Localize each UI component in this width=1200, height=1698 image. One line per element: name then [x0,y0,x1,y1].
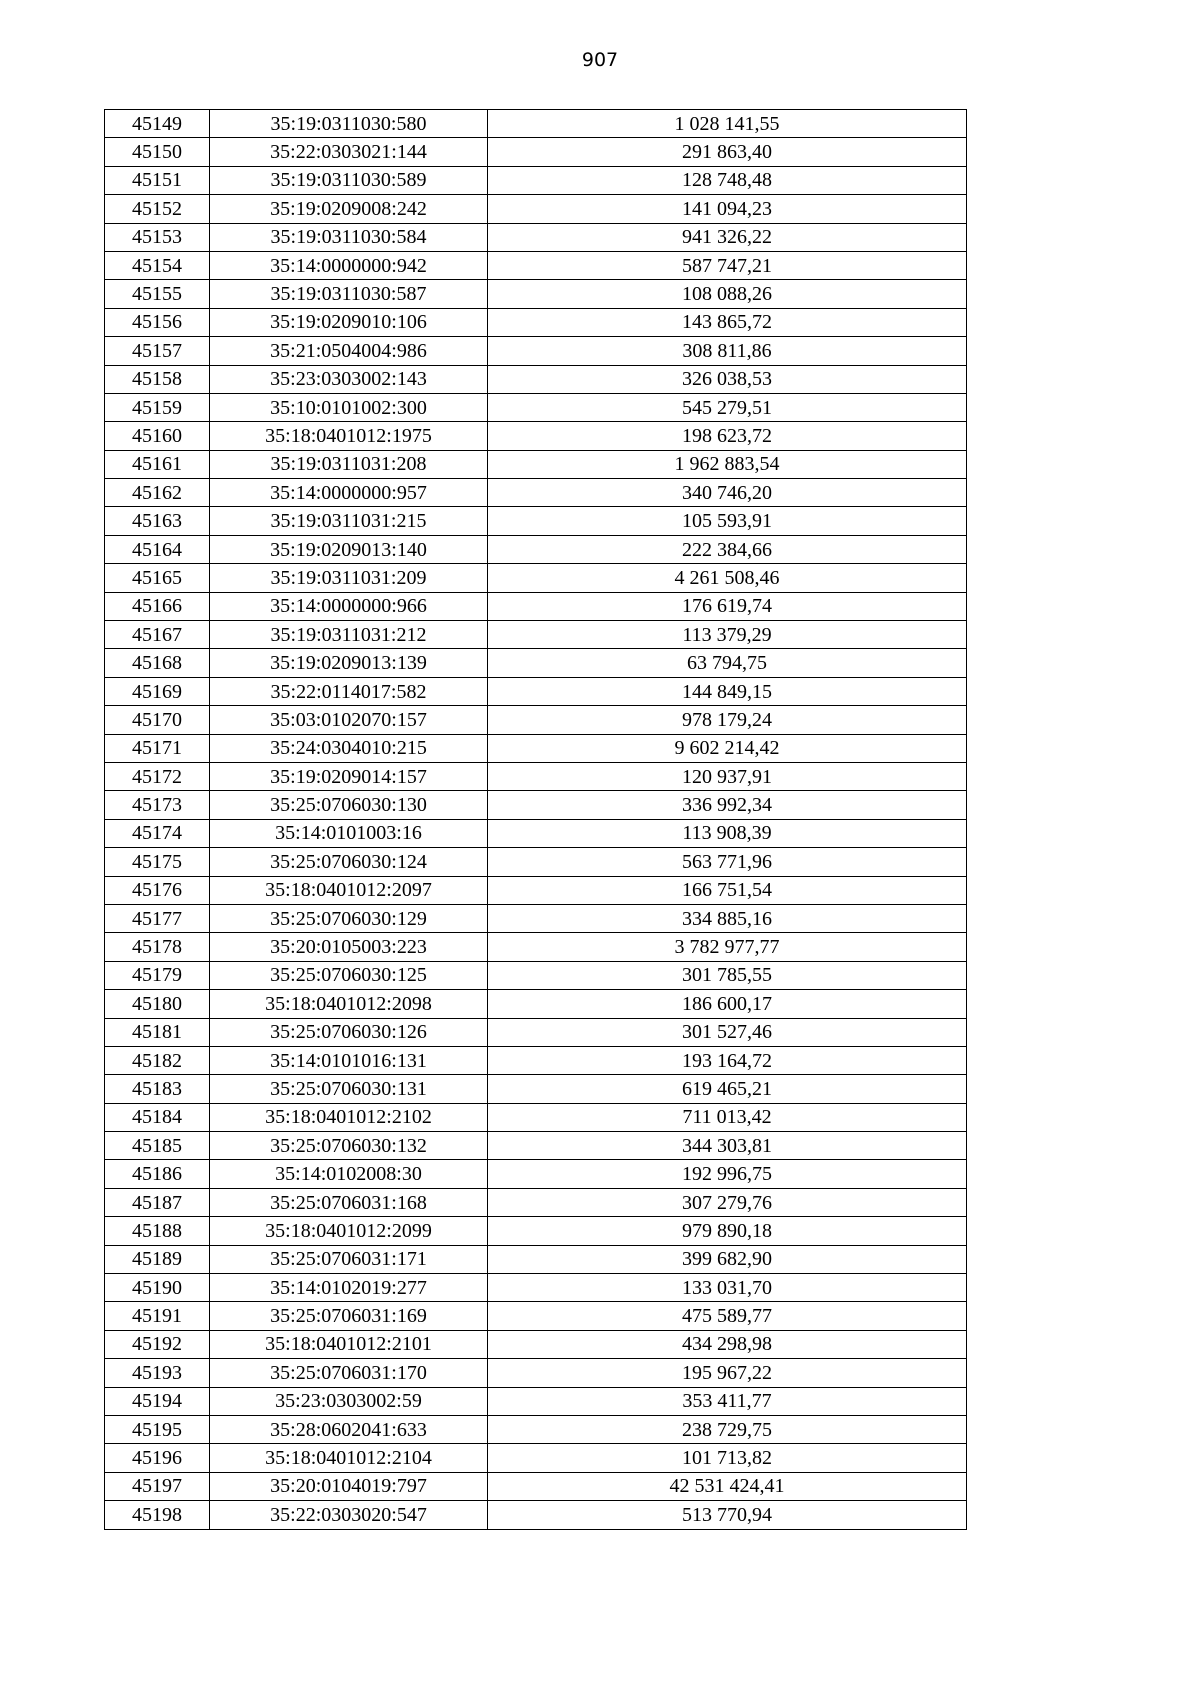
row-number-cell: 45165 [105,564,210,592]
cadastral-number-cell: 35:25:0706030:131 [210,1075,488,1103]
table-row [105,1302,967,1330]
cadastral-number-cell: 35:25:0706030:129 [210,904,488,932]
table-row [105,1387,967,1415]
table-row [105,904,967,932]
table-row [105,762,967,790]
cadastral-value-cell: 143 865,72 [488,308,967,336]
cadastral-value-cell: 545 279,51 [488,393,967,421]
cadastral-number-cell: 35:18:0401012:2101 [210,1330,488,1358]
table-row [105,393,967,421]
cadastral-value-cell: 4 261 508,46 [488,564,967,592]
cadastral-number-cell: 35:18:0401012:2102 [210,1103,488,1131]
cadastral-value-cell: 141 094,23 [488,195,967,223]
cadastral-number-cell: 35:25:0706030:125 [210,961,488,989]
cadastral-value-cell: 105 593,91 [488,507,967,535]
cadastral-value-cell: 513 770,94 [488,1501,967,1529]
cadastral-value-cell: 3 782 977,77 [488,933,967,961]
table-row [105,1245,967,1273]
cadastral-number-cell: 35:14:0000000:966 [210,592,488,620]
cadastral-number-cell: 35:14:0000000:942 [210,251,488,279]
table-row [105,819,967,847]
row-number-cell: 45153 [105,223,210,251]
cadastral-value-cell: 176 619,74 [488,592,967,620]
table-row [105,564,967,592]
table-row [105,990,967,1018]
row-number-cell: 45187 [105,1188,210,1216]
cadastral-number-cell: 35:19:0209010:106 [210,308,488,336]
cadastral-number-cell: 35:14:0102008:30 [210,1160,488,1188]
row-number-cell: 45164 [105,535,210,563]
table-row [105,649,967,677]
cadastral-value-cell: 399 682,90 [488,1245,967,1273]
cadastral-value-cell: 222 384,66 [488,535,967,563]
row-number-cell: 45182 [105,1046,210,1074]
table-row [105,1018,967,1046]
cadastral-number-cell: 35:23:0303002:143 [210,365,488,393]
table-row [105,1359,967,1387]
cadastral-number-cell: 35:25:0706031:170 [210,1359,488,1387]
cadastral-value-cell: 475 589,77 [488,1302,967,1330]
cadastral-number-cell: 35:25:0706031:168 [210,1188,488,1216]
cadastral-number-cell: 35:14:0102019:277 [210,1274,488,1302]
row-number-cell: 45183 [105,1075,210,1103]
cadastral-number-cell: 35:20:0105003:223 [210,933,488,961]
cadastral-value-cell: 301 527,46 [488,1018,967,1046]
table-row [105,365,967,393]
row-number-cell: 45171 [105,734,210,762]
cadastral-number-cell: 35:03:0102070:157 [210,706,488,734]
cadastral-value-cell: 979 890,18 [488,1217,967,1245]
cadastral-number-cell: 35:18:0401012:1975 [210,422,488,450]
cadastral-number-cell: 35:18:0401012:2104 [210,1444,488,1472]
cadastral-value-cell: 120 937,91 [488,762,967,790]
cadastral-number-cell: 35:21:0504004:986 [210,337,488,365]
row-number-cell: 45162 [105,479,210,507]
cadastral-value-cell: 619 465,21 [488,1075,967,1103]
table-row [105,479,967,507]
table-row [105,1501,967,1529]
cadastral-value-cell: 108 088,26 [488,280,967,308]
cadastral-value-cell: 340 746,20 [488,479,967,507]
row-number-cell: 45163 [105,507,210,535]
table-row [105,592,967,620]
cadastral-number-cell: 35:25:0706031:169 [210,1302,488,1330]
cadastral-value-cell: 563 771,96 [488,848,967,876]
cadastral-number-cell: 35:18:0401012:2098 [210,990,488,1018]
row-number-cell: 45167 [105,621,210,649]
row-number-cell: 45158 [105,365,210,393]
cadastral-value-cell: 336 992,34 [488,791,967,819]
cadastral-value-cell: 186 600,17 [488,990,967,1018]
row-number-cell: 45161 [105,450,210,478]
table-row [105,706,967,734]
cadastral-value-cell: 113 379,29 [488,621,967,649]
cadastral-number-cell: 35:19:0311031:212 [210,621,488,649]
row-number-cell: 45196 [105,1444,210,1472]
cadastral-number-cell: 35:19:0311030:580 [210,110,488,138]
table-row [105,1444,967,1472]
cadastral-number-cell: 35:14:0000000:957 [210,479,488,507]
row-number-cell: 45188 [105,1217,210,1245]
row-number-cell: 45157 [105,337,210,365]
table-row [105,450,967,478]
cadastral-number-cell: 35:22:0114017:582 [210,677,488,705]
cadastral-value-cell: 133 031,70 [488,1274,967,1302]
cadastral-number-cell: 35:20:0104019:797 [210,1472,488,1500]
table-row [105,507,967,535]
cadastral-value-cell: 144 849,15 [488,677,967,705]
cadastral-value-cell: 941 326,22 [488,223,967,251]
table-row [105,933,967,961]
cadastral-value-cell: 587 747,21 [488,251,967,279]
cadastral-number-cell: 35:19:0311031:209 [210,564,488,592]
cadastral-number-cell: 35:25:0706030:126 [210,1018,488,1046]
row-number-cell: 45159 [105,393,210,421]
table-row [105,848,967,876]
cadastral-number-cell: 35:14:0101016:131 [210,1046,488,1074]
table-row [105,961,967,989]
table-row [105,138,967,166]
cadastral-value-cell: 195 967,22 [488,1359,967,1387]
cadastral-value-cell: 238 729,75 [488,1415,967,1443]
cadastral-number-cell: 35:19:0209014:157 [210,762,488,790]
cadastral-value-cell: 308 811,86 [488,337,967,365]
cadastral-value-cell: 711 013,42 [488,1103,967,1131]
table-row [105,1103,967,1131]
cadastral-value-cell: 1 962 883,54 [488,450,967,478]
cadastral-value-cell: 353 411,77 [488,1387,967,1415]
row-number-cell: 45195 [105,1415,210,1443]
cadastral-number-cell: 35:25:0706030:124 [210,848,488,876]
cadastral-value-cell: 978 179,24 [488,706,967,734]
cadastral-number-cell: 35:25:0706031:171 [210,1245,488,1273]
table-row [105,1160,967,1188]
table-row [105,1132,967,1160]
cadastral-number-cell: 35:19:0311031:215 [210,507,488,535]
row-number-cell: 45193 [105,1359,210,1387]
row-number-cell: 45177 [105,904,210,932]
row-number-cell: 45168 [105,649,210,677]
table-row [105,166,967,194]
cadastral-number-cell: 35:18:0401012:2097 [210,876,488,904]
cadastral-value-cell: 307 279,76 [488,1188,967,1216]
cadastral-value-cell: 1 028 141,55 [488,110,967,138]
cadastral-value-cell: 9 602 214,42 [488,734,967,762]
row-number-cell: 45172 [105,762,210,790]
row-number-cell: 45178 [105,933,210,961]
cadastral-value-cell: 334 885,16 [488,904,967,932]
table-row [105,1075,967,1103]
row-number-cell: 45151 [105,166,210,194]
row-number-cell: 45192 [105,1330,210,1358]
table-row [105,1188,967,1216]
row-number-cell: 45186 [105,1160,210,1188]
cadastral-number-cell: 35:22:0303020:547 [210,1501,488,1529]
row-number-cell: 45149 [105,110,210,138]
table-row [105,791,967,819]
table-row [105,1274,967,1302]
cadastral-value-cell: 344 303,81 [488,1132,967,1160]
row-number-cell: 45170 [105,706,210,734]
cadastral-value-cell: 101 713,82 [488,1444,967,1472]
table-row [105,734,967,762]
row-number-cell: 45181 [105,1018,210,1046]
row-number-cell: 45152 [105,195,210,223]
row-number-cell: 45197 [105,1472,210,1500]
cadastral-value-cell: 192 996,75 [488,1160,967,1188]
registry-table [104,109,967,1530]
table-row [105,422,967,450]
row-number-cell: 45156 [105,308,210,336]
cadastral-number-cell: 35:28:0602041:633 [210,1415,488,1443]
table-row [105,535,967,563]
cadastral-value-cell: 291 863,40 [488,138,967,166]
table-row [105,308,967,336]
row-number-cell: 45198 [105,1501,210,1529]
cadastral-value-cell: 434 298,98 [488,1330,967,1358]
table-row [105,677,967,705]
row-number-cell: 45179 [105,961,210,989]
table-row [105,223,967,251]
row-number-cell: 45190 [105,1274,210,1302]
table-row [105,621,967,649]
row-number-cell: 45185 [105,1132,210,1160]
cadastral-number-cell: 35:24:0304010:215 [210,734,488,762]
table-row [105,337,967,365]
cadastral-number-cell: 35:23:0303002:59 [210,1387,488,1415]
table-row [105,110,967,138]
cadastral-value-cell: 166 751,54 [488,876,967,904]
cadastral-value-cell: 113 908,39 [488,819,967,847]
cadastral-value-cell: 42 531 424,41 [488,1472,967,1500]
page-number: 907 [581,49,619,71]
cadastral-number-cell: 35:10:0101002:300 [210,393,488,421]
row-number-cell: 45189 [105,1245,210,1273]
row-number-cell: 45194 [105,1387,210,1415]
cadastral-value-cell: 128 748,48 [488,166,967,194]
row-number-cell: 45176 [105,876,210,904]
cadastral-number-cell: 35:18:0401012:2099 [210,1217,488,1245]
row-number-cell: 45154 [105,251,210,279]
table-row [105,1217,967,1245]
cadastral-number-cell: 35:19:0311030:587 [210,280,488,308]
row-number-cell: 45191 [105,1302,210,1330]
cadastral-number-cell: 35:19:0209013:140 [210,535,488,563]
row-number-cell: 45184 [105,1103,210,1131]
cadastral-number-cell: 35:19:0311030:589 [210,166,488,194]
table-row [105,1330,967,1358]
cadastral-number-cell: 35:25:0706030:130 [210,791,488,819]
cadastral-number-cell: 35:19:0209008:242 [210,195,488,223]
row-number-cell: 45174 [105,819,210,847]
table-row [105,251,967,279]
row-number-cell: 45173 [105,791,210,819]
table-row [105,195,967,223]
cadastral-number-cell: 35:19:0311030:584 [210,223,488,251]
row-number-cell: 45180 [105,990,210,1018]
cadastral-number-cell: 35:14:0101003:16 [210,819,488,847]
cadastral-number-cell: 35:22:0303021:144 [210,138,488,166]
table-row [105,1046,967,1074]
row-number-cell: 45169 [105,677,210,705]
table-row [105,1472,967,1500]
cadastral-number-cell: 35:19:0209013:139 [210,649,488,677]
cadastral-number-cell: 35:25:0706030:132 [210,1132,488,1160]
table-row [105,280,967,308]
cadastral-value-cell: 63 794,75 [488,649,967,677]
row-number-cell: 45155 [105,280,210,308]
row-number-cell: 45166 [105,592,210,620]
row-number-cell: 45160 [105,422,210,450]
cadastral-value-cell: 193 164,72 [488,1046,967,1074]
table-row [105,1415,967,1443]
cadastral-value-cell: 198 623,72 [488,422,967,450]
cadastral-number-cell: 35:19:0311031:208 [210,450,488,478]
cadastral-value-cell: 326 038,53 [488,365,967,393]
table-row [105,876,967,904]
registry-table-body [105,110,967,1530]
row-number-cell: 45150 [105,138,210,166]
cadastral-value-cell: 301 785,55 [488,961,967,989]
row-number-cell: 45175 [105,848,210,876]
